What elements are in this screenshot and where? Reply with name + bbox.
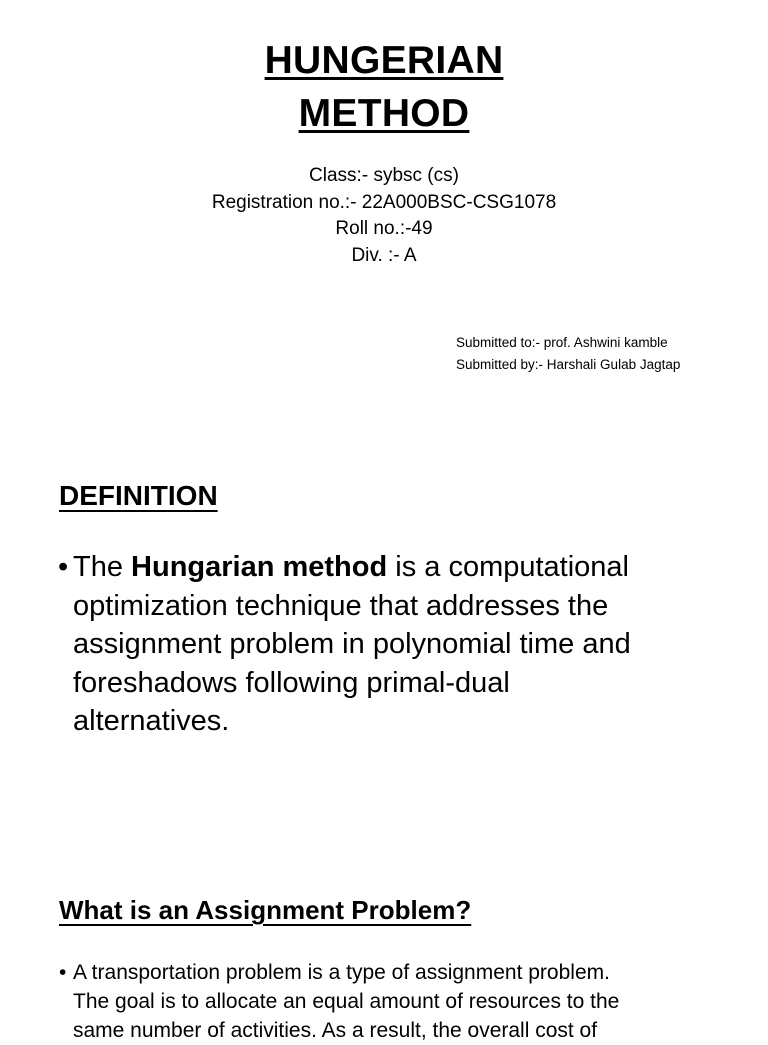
page-title: [0, 34, 768, 140]
student-info: [0, 163, 768, 269]
roll-text: Roll no.:-49: [335, 218, 433, 239]
assignment-line-2: The goal is to allocate an equal amount of resources to the: [73, 990, 620, 1013]
assignment-heading: What is an Assignment Problem?: [59, 895, 472, 925]
title-line-2-text: METHOD: [298, 92, 470, 135]
definition-text: [58, 548, 738, 741]
definition-lead: The: [73, 551, 132, 583]
bullet-marker: •: [58, 551, 69, 583]
definition-line-2: optimization technique that addresses the: [73, 589, 609, 622]
title-line-1: [0, 34, 768, 87]
definition-line-5: alternatives.: [73, 705, 230, 737]
assignment-line-1: A transportation problem is a type of assignment problem.: [73, 961, 610, 984]
definition-bullet: [58, 548, 738, 741]
title-slide: [0, 0, 768, 432]
bullet-marker: •: [59, 961, 67, 984]
definition-line-3: assignment problem in polynomial time and: [73, 628, 631, 660]
definition-line-1: [73, 548, 738, 587]
definition-line-4: foreshadows following primal-dual: [73, 666, 510, 699]
assignment-line-3: same number of activities. As a result, the overall cost of: [73, 1019, 598, 1042]
definition-heading: DEFINITION: [59, 480, 218, 511]
definition-slide: [0, 432, 768, 864]
definition-term: Hungarian method: [131, 551, 388, 583]
registration-text: Registration no.:- 22A000BSC-CSG1078: [211, 191, 557, 213]
assignment-bullet: [59, 958, 759, 1045]
class-text: Class:- sybsc (cs): [309, 165, 459, 186]
division-text: Div. :- A: [351, 244, 417, 266]
title-line-1-text: HUNGERIAN: [264, 39, 504, 82]
submitted-by-text: Submitted by:- Harshali Gulab Jagtap: [456, 357, 681, 372]
definition-line-1-rest: is a computational: [387, 551, 630, 583]
assignment-text: [59, 958, 759, 1045]
assignment-slide: [0, 864, 768, 1042]
submission-info: [456, 332, 680, 376]
submitted-to-text: Submitted to:- prof. Ashwini kamble: [456, 335, 668, 350]
title-line-2: [0, 87, 768, 140]
